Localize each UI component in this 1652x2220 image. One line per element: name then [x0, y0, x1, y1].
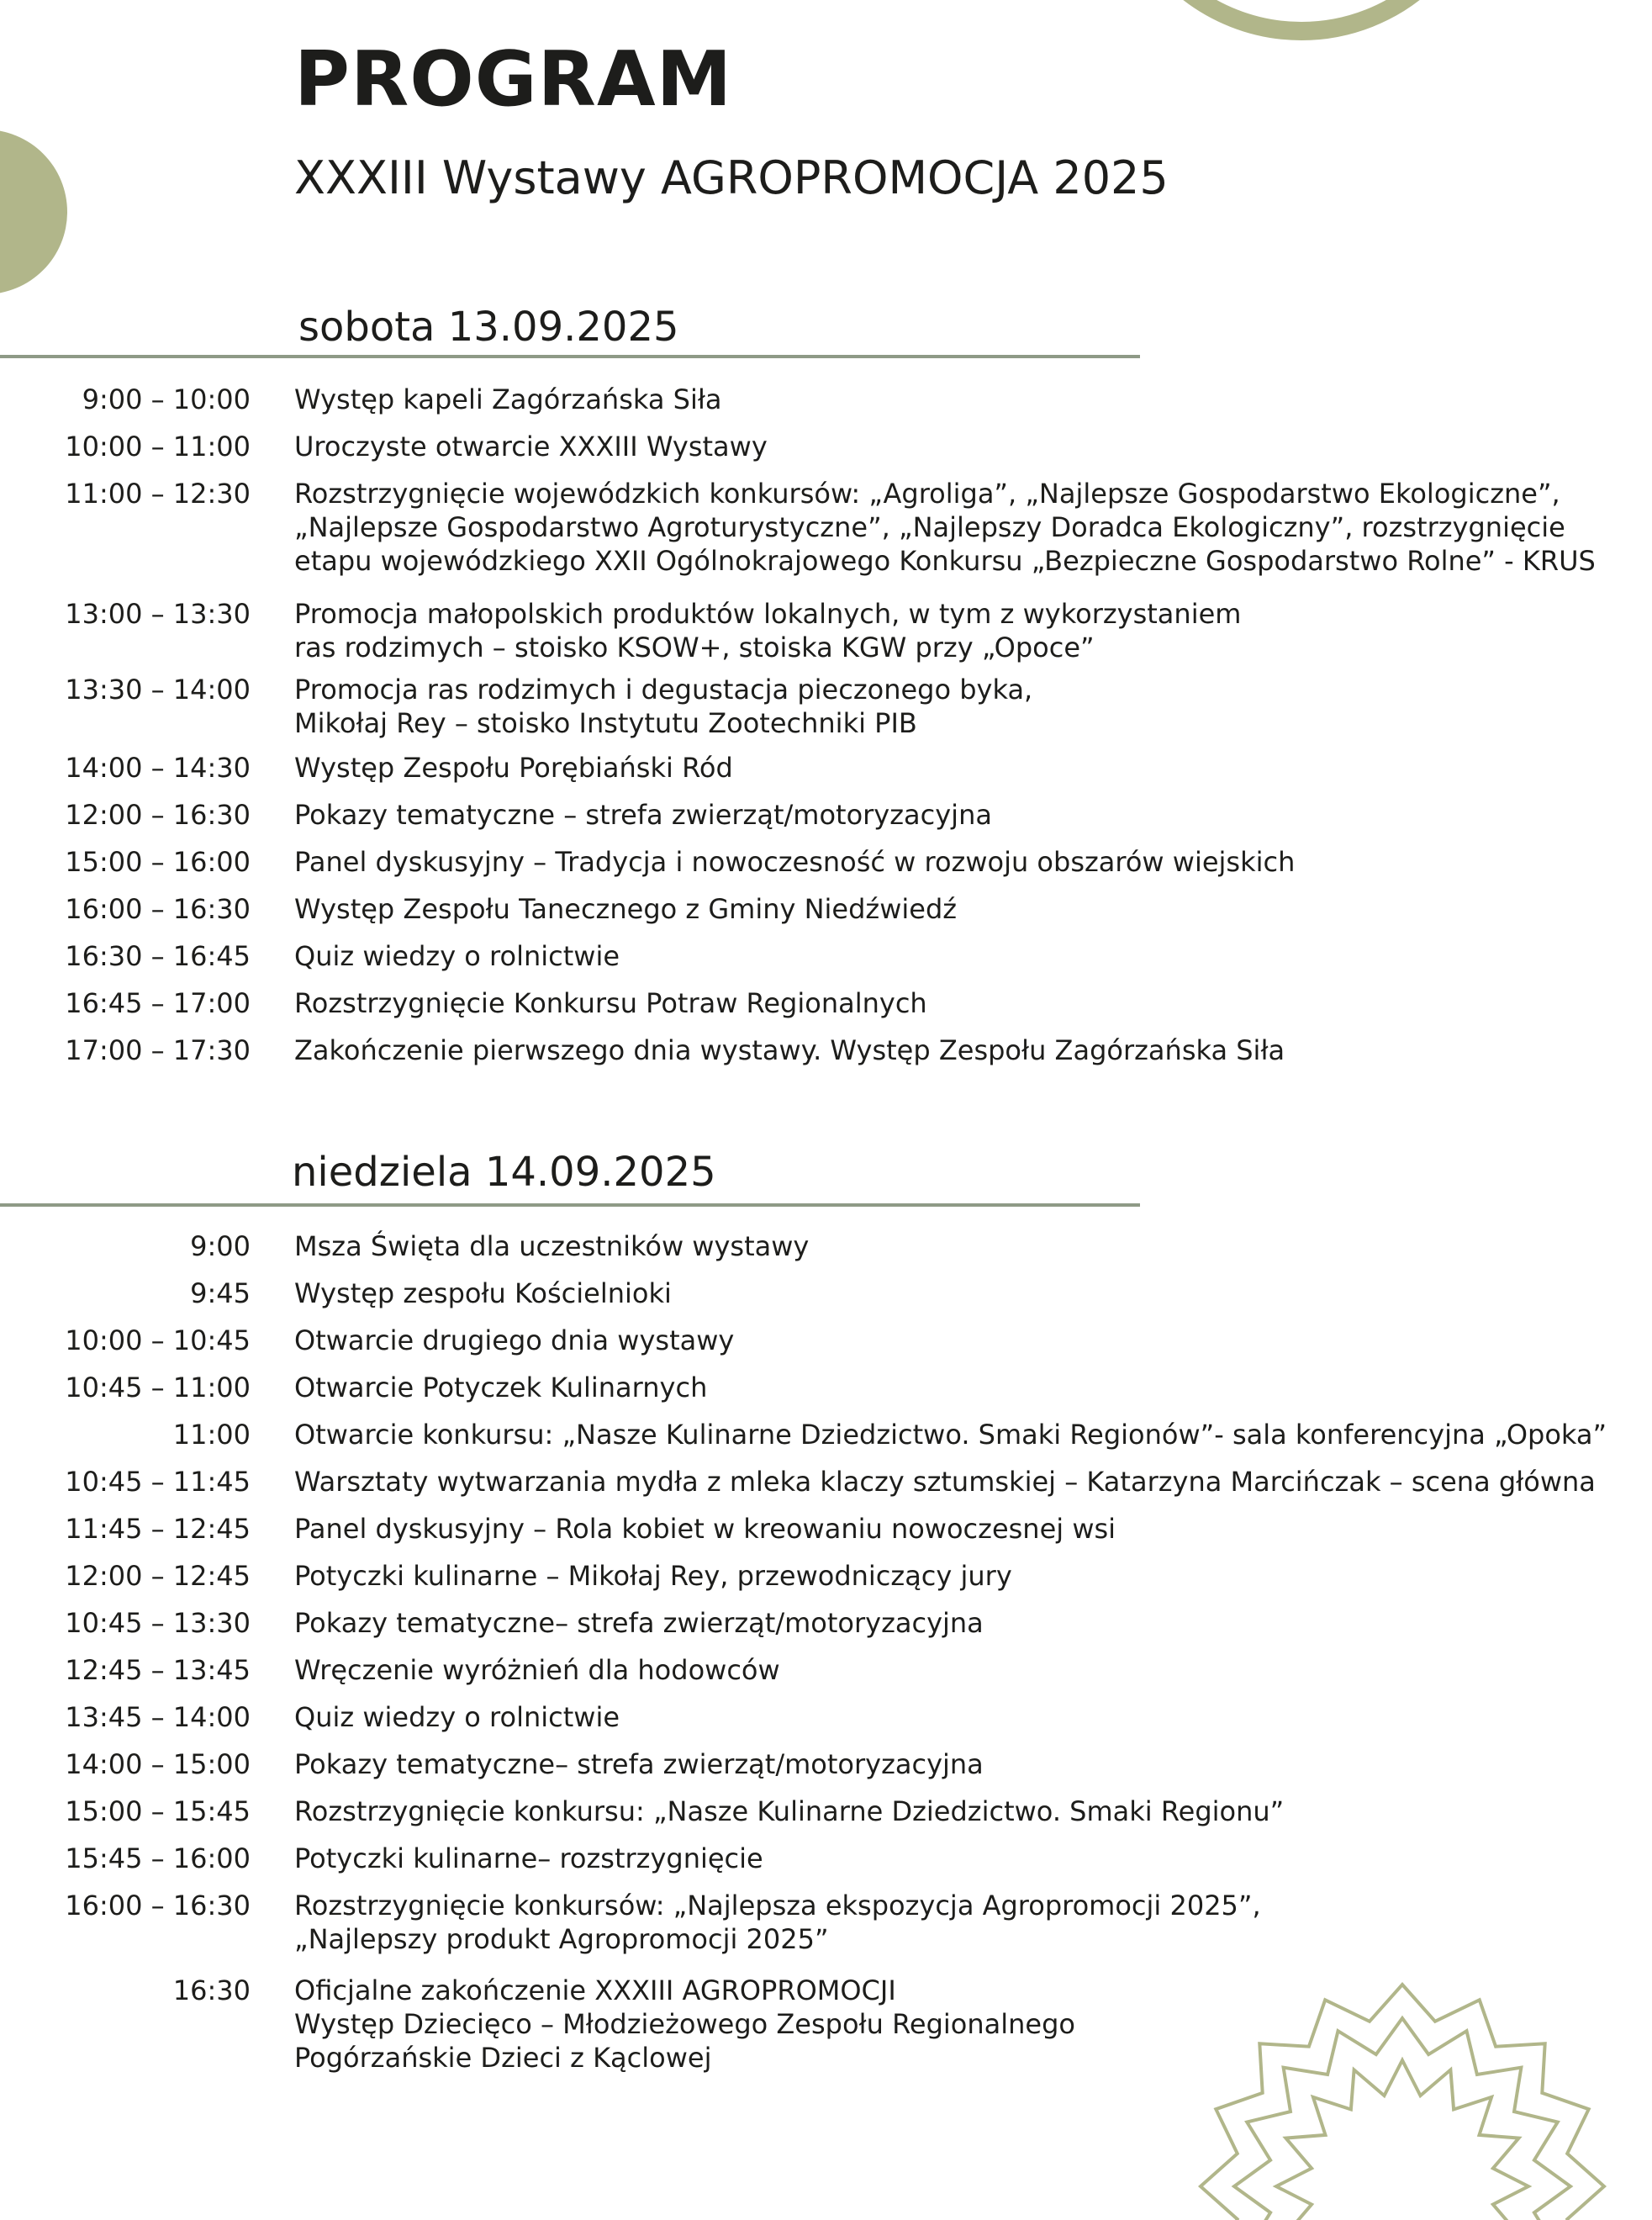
- event-description-line: Uroczyste otwarcie XXXIII Wystawy: [294, 431, 768, 462]
- day-divider-sunday: [0, 1203, 1140, 1207]
- event-description-line: Rozstrzygnięcie konkursu: „Nasze Kulinarne Dziedzictwo. Smaki Regionu”: [294, 1795, 1285, 1827]
- event-description-line: Oficjalne zakończenie XXXIII AGROPROMOCJI: [294, 1974, 896, 2006]
- event-description-line: Rozstrzygnięcie Konkursu Potraw Regionalnych: [294, 987, 927, 1019]
- event-time: 12:00 – 16:30: [65, 799, 251, 831]
- day-divider-saturday: [0, 355, 1140, 358]
- event-description-line: Otwarcie konkursu: „Nasze Kulinarne Dziedzictwo. Smaki Regionów”- sala konferencyjna „Opoka”: [294, 1419, 1607, 1451]
- event-description: [294, 1276, 1639, 1310]
- event-description-line: Promocja ras rodzimych i degustacja pieczonego byka,: [294, 674, 1033, 706]
- event-description: [294, 1842, 1639, 1875]
- event-description-line: „Najlepsze Gospodarstwo Agroturystyczne”, „Najlepszy Doradca Ekologiczny”, rozstrzygnięcie: [294, 511, 1565, 543]
- page-title: PROGRAM: [294, 35, 733, 124]
- event-description: [294, 939, 1639, 973]
- event-description: [294, 1465, 1639, 1498]
- event-description: [294, 845, 1639, 879]
- event-description-line: Pokazy tematyczne – strefa zwierząt/motoryzacyjna: [294, 799, 992, 831]
- event-description-line: Quiz wiedzy o rolnictwie: [294, 1701, 620, 1733]
- event-description: [294, 383, 1639, 416]
- event-time: 10:45 – 11:45: [65, 1466, 251, 1498]
- event-description: [294, 1653, 1639, 1687]
- event-description-line: Występ Zespołu Tanecznego z Gminy Niedźwiedź: [294, 893, 958, 925]
- event-description-line: etapu wojewódzkiego XXII Ogólnokrajowego Konkursu „Bezpieczne Gospodarstwo Rolne” - KRUS: [294, 545, 1596, 577]
- event-description: [294, 798, 1639, 832]
- event-description: [294, 477, 1639, 578]
- event-time: 16:30: [172, 1974, 251, 2006]
- event-time: 16:45 – 17:00: [65, 987, 251, 1019]
- event-description-line: Pokazy tematyczne– strefa zwierząt/motoryzacyjna: [294, 1607, 984, 1639]
- event-description-line: Mikołaj Rey – stoisko Instytutu Zootechniki PIB: [294, 707, 917, 739]
- event-description-line: Występ kapeli Zagórzańska Siła: [294, 383, 722, 415]
- event-description-line: Panel dyskusyjny – Rola kobiet w kreowaniu nowoczesnej wsi: [294, 1513, 1116, 1545]
- event-description: [294, 673, 1639, 740]
- event-description: [294, 597, 1639, 664]
- event-description-line: Warsztaty wytwarzania mydła z mleka klaczy sztumskiej – Katarzyna Marcińczak – scena główna: [294, 1466, 1596, 1498]
- event-description: [294, 1559, 1639, 1593]
- event-time: 13:00 – 13:30: [65, 598, 251, 630]
- page-subtitle: XXXIII Wystawy AGROPROMOCJA 2025: [294, 151, 1169, 204]
- event-time: 12:00 – 12:45: [65, 1560, 251, 1592]
- star-outline: [1276, 2060, 1528, 2220]
- event-description: [294, 1512, 1639, 1546]
- event-time: 11:00 – 12:30: [65, 478, 251, 510]
- event-time: 12:45 – 13:45: [65, 1654, 251, 1686]
- event-description: [294, 1033, 1639, 1067]
- event-time: 11:45 – 12:45: [65, 1513, 251, 1545]
- event-time: 13:45 – 14:00: [65, 1701, 251, 1733]
- event-time: 14:00 – 14:30: [65, 752, 251, 784]
- event-description: [294, 751, 1639, 785]
- event-time: 13:30 – 14:00: [65, 674, 251, 706]
- event-time: 10:00 – 11:00: [65, 431, 251, 462]
- event-description-line: Pokazy tematyczne– strefa zwierząt/motoryzacyjna: [294, 1748, 984, 1780]
- event-description-line: Występ Dziecięco – Młodzieżowego Zespołu Regionalnego: [294, 2008, 1075, 2040]
- event-description: [294, 430, 1639, 463]
- event-description: [294, 1747, 1639, 1781]
- event-time: 10:00 – 10:45: [65, 1324, 251, 1356]
- event-description-line: „Najlepszy produkt Agropromocji 2025”: [294, 1923, 829, 1955]
- event-description: [294, 1324, 1639, 1357]
- event-description-line: Występ zespołu Kościelnioki: [294, 1277, 672, 1309]
- event-time: 9:45: [190, 1277, 251, 1309]
- event-time: 16:30 – 16:45: [65, 940, 251, 972]
- event-description: [294, 1606, 1639, 1640]
- event-time: 15:00 – 15:45: [65, 1795, 251, 1827]
- decorative-ring-top: [1108, 0, 1495, 40]
- event-description-line: Promocja małopolskich produktów lokalnych, w tym z wykorzystaniem: [294, 598, 1242, 630]
- event-time: 10:45 – 11:00: [65, 1372, 251, 1403]
- event-description-line: Otwarcie drugiego dnia wystawy: [294, 1324, 735, 1356]
- event-description: [294, 1974, 1639, 2075]
- event-description-line: Potyczki kulinarne– rozstrzygnięcie: [294, 1842, 763, 1874]
- day-heading-sunday: niedziela 14.09.2025: [292, 1149, 716, 1196]
- event-description-line: ras rodzimych – stoisko KSOW+, stoiska KGW przy „Opoce”: [294, 632, 1095, 663]
- event-description: [294, 892, 1639, 926]
- event-description-line: Występ Zespołu Porębiański Ród: [294, 752, 733, 784]
- event-time: 15:45 – 16:00: [65, 1842, 251, 1874]
- event-description: [294, 1889, 1639, 1956]
- event-description: [294, 1371, 1639, 1404]
- event-time: 14:00 – 15:00: [65, 1748, 251, 1780]
- event-description: [294, 986, 1639, 1020]
- event-time: 9:00: [190, 1230, 251, 1262]
- event-description-line: Potyczki kulinarne – Mikołaj Rey, przewodniczący jury: [294, 1560, 1012, 1592]
- event-time: 9:00 – 10:00: [82, 383, 251, 415]
- event-description-line: Otwarcie Potyczek Kulinarnych: [294, 1372, 708, 1403]
- event-description: [294, 1418, 1639, 1451]
- event-time: 17:00 – 17:30: [65, 1034, 251, 1066]
- event-description-line: Wręczenie wyróżnień dla hodowców: [294, 1654, 780, 1686]
- event-description: [294, 1794, 1639, 1828]
- event-description-line: Pogórzańskie Dzieci z Kąclowej: [294, 2042, 712, 2074]
- event-time: 16:00 – 16:30: [65, 893, 251, 925]
- event-description: [294, 1700, 1639, 1734]
- event-description-line: Rozstrzygnięcie wojewódzkich konkursów: „Agroliga”, „Najlepsze Gospodarstwo Ekologiczne”,: [294, 478, 1560, 510]
- event-time: 11:00: [172, 1419, 251, 1451]
- event-description-line: Panel dyskusyjny – Tradycja i nowoczesność w rozwoju obszarów wiejskich: [294, 846, 1296, 878]
- day-heading-saturday: sobota 13.09.2025: [298, 304, 679, 351]
- event-time: 10:45 – 13:30: [65, 1607, 251, 1639]
- event-description: [294, 1229, 1639, 1263]
- event-description-line: Msza Święta dla uczestników wystawy: [294, 1230, 810, 1262]
- event-description-line: Rozstrzygnięcie konkursów: „Najlepsza ekspozycja Agropromocji 2025”,: [294, 1890, 1261, 1921]
- event-time: 15:00 – 16:00: [65, 846, 251, 878]
- event-description-line: Zakończenie pierwszego dnia wystawy. Występ Zespołu Zagórzańska Siła: [294, 1034, 1285, 1066]
- decorative-half-circle-left: [0, 130, 67, 294]
- event-description-line: Quiz wiedzy o rolnictwie: [294, 940, 620, 972]
- event-time: 16:00 – 16:30: [65, 1890, 251, 1921]
